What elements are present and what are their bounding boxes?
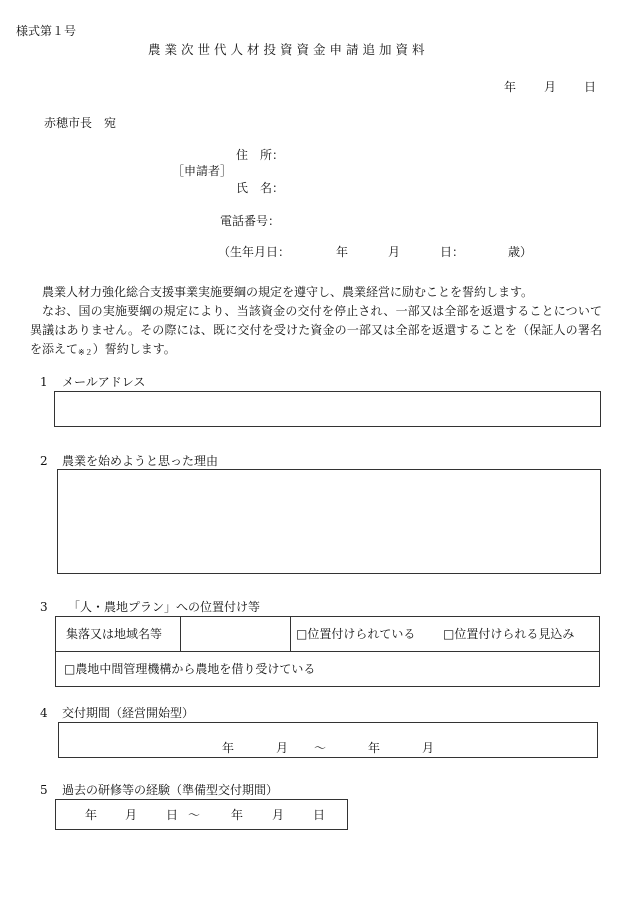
- training-from-day-label: 日: [166, 808, 179, 822]
- section-1-label: メールアドレス: [62, 375, 146, 389]
- section-4-number: 4: [40, 706, 48, 720]
- period-from-month-label: 月: [276, 741, 289, 755]
- training-period-box[interactable]: [55, 799, 348, 830]
- training-to-month-label: 月: [272, 808, 285, 822]
- birth-year-label: 年: [336, 245, 349, 259]
- page-title: 農業次世代人材投資資金申請追加資料: [148, 42, 429, 57]
- plan-table-col-divider-2: [290, 616, 291, 651]
- village-name-field[interactable]: [181, 617, 289, 651]
- period-from-year-label: 年: [222, 741, 235, 755]
- training-from-year-label: 年: [85, 808, 98, 822]
- age-label: 歳）: [508, 245, 533, 259]
- birth-month-label: 月: [388, 245, 401, 259]
- option-expected-checkbox[interactable]: □位置付けられる見込み: [443, 627, 575, 641]
- section-2-number: 2: [40, 454, 48, 468]
- period-to-year-label: 年: [368, 741, 381, 755]
- phone-label: 電話番号：: [220, 214, 281, 228]
- applicant-label: ［申請者］: [172, 164, 233, 178]
- section-3-label: 「人・農地プラン」への位置付け等: [68, 600, 261, 614]
- section-4-label: 交付期間（経営開始型）: [62, 706, 195, 720]
- training-to-day-label: 日: [313, 808, 326, 822]
- training-tilde: ～: [188, 808, 201, 822]
- training-to-year-label: 年: [231, 808, 244, 822]
- address-label: 住 所：: [236, 148, 285, 162]
- option-positioned-checkbox[interactable]: □位置付けられている: [296, 627, 416, 641]
- plan-table-row-divider: [55, 651, 600, 652]
- name-label: 氏 名：: [236, 181, 285, 195]
- form-number: 様式第１号: [16, 24, 77, 38]
- date-year-label: 年: [504, 80, 517, 94]
- option-lease-checkbox[interactable]: □農地中間管理機構から農地を借り受けている: [64, 662, 316, 676]
- training-from-month-label: 月: [125, 808, 138, 822]
- pledge-line-2-text: なお、国の実施要綱の規定により、当該資金の交付を停止され、一部又は全部を返還することについて異議はありません。その際には、既に交付を受けた資金の一部又は全部を返還することを（保証人の署名を添えて: [30, 304, 602, 356]
- date-month-label: 月: [544, 80, 557, 94]
- period-input-box[interactable]: [58, 722, 598, 758]
- pledge-line-2: [30, 302, 602, 362]
- section-5-number: 5: [40, 783, 48, 797]
- section-2-label: 農業を始めようと思った理由: [62, 454, 219, 468]
- note-mark: ※２: [78, 348, 93, 357]
- date-day-label: 日: [584, 80, 597, 94]
- section-5-label: 過去の研修等の経験（準備型交付期間）: [62, 783, 279, 797]
- birth-day-label: 日：: [440, 245, 465, 259]
- period-to-month-label: 月: [422, 741, 435, 755]
- pledge-paragraph: [30, 283, 602, 362]
- reason-input-box[interactable]: [57, 469, 601, 574]
- period-tilde: ～: [314, 741, 327, 755]
- birth-open-label: （生年月日：: [218, 245, 291, 259]
- village-name-label: 集落又は地域名等: [66, 627, 163, 641]
- section-3-number: 3: [40, 600, 48, 614]
- pledge-line-2-end: ）誓約します。: [92, 342, 176, 356]
- addressee: 赤穂市長 宛: [44, 116, 117, 130]
- section-1-number: 1: [40, 375, 48, 389]
- pledge-line-1: 農業人材力強化総合支援事業実施要綱の規定を遵守し、農業経営に励むことを誓約します。: [42, 285, 534, 299]
- email-input-box[interactable]: [54, 391, 601, 427]
